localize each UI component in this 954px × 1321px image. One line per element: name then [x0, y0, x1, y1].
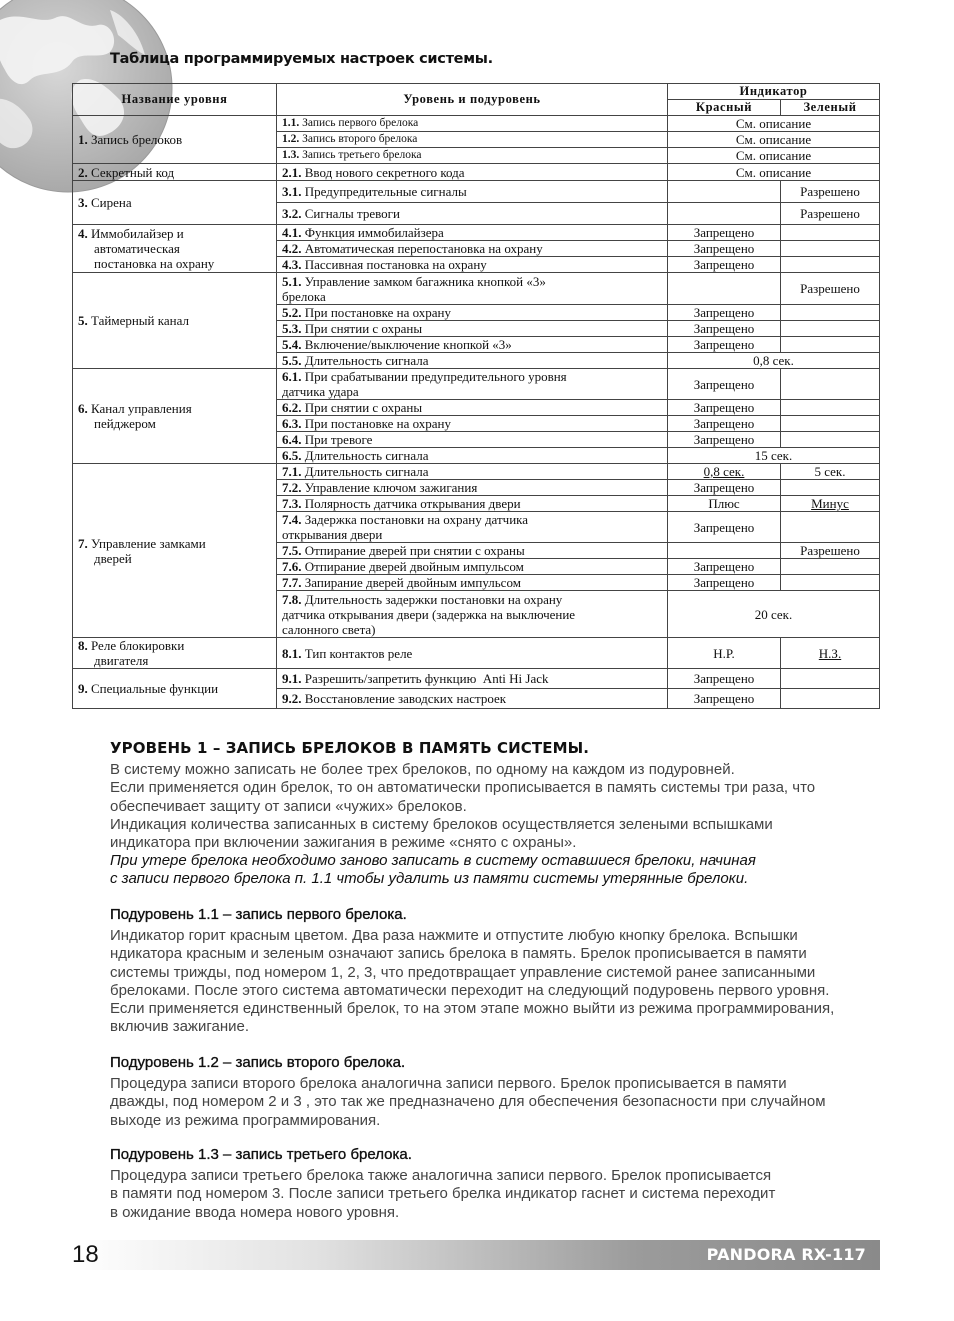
sublevel-7-1: 7.1. Длительность сигнала [277, 464, 668, 480]
header-red: Красный [668, 100, 781, 116]
indicator-8-1-green: Н.З. [781, 638, 880, 669]
sublevel-8-1: 8.1. Тип контактов реле [277, 638, 668, 669]
section-heading: УРОВЕНЬ 1 – ЗАПИСЬ БРЕЛОКОВ В ПАМЯТЬ СИСТЕМЫ. [110, 739, 590, 757]
indicator-4-1-green [781, 225, 880, 241]
level-4-name: 4. Иммобилайзер и автоматическая постановка на охрану [73, 225, 277, 273]
level-7-name: 7. Управление замками дверей [73, 464, 277, 638]
indicator-4-3-red: Запрещено [668, 257, 781, 273]
sublevel-6-4: 6.4. При тревоге [277, 432, 668, 448]
sublevel-4-2: 4.2. Автоматическая перепостановка на охрану [277, 241, 668, 257]
header-green: Зеленый [781, 100, 880, 116]
sublevel-5-2: 5.2. При постановке на охрану [277, 305, 668, 321]
intro-paragraph: В систему можно записать не более трех брелоков, по одному на каждом из подуровней. Если применяется один брелок, то он автоматически прописывается в память системы три раза, что обеспечивает защиту от записи «чужих» брелоков. Индикация количества записанных в систему брелоков осуществляется зелеными вспышками индикатора при включении зажигания в режиме «снято с охраны». [110, 761, 816, 852]
indicator-4-3-green [781, 257, 880, 273]
indicator-6-4-red: Запрещено [668, 432, 781, 448]
settings-table [72, 83, 880, 709]
indicator-9-2-red: Запрещено [668, 689, 781, 709]
indicator-4-2-green [781, 241, 880, 257]
level-3-name: 3. Сирена [73, 181, 277, 225]
indicator-7-2-red: Запрещено [668, 480, 781, 496]
sublevel-1-1-text: Индикатор горит красным цветом. Два раза нажмите и отпустите любую кнопку брелока. Вспышки ндикатора красным и зеленым означают запись брелока в память. Брелок прописывается в памяти системы трижды, под номером 1, 2, 3, что предотвращает управление системой ранее записанными брелоками. После этого система автоматически переходит на следующий подуровень первого уровня. Если применяется единственный брелок, то на этом этапе можно выйти из режима программирования, включив зажигание. [110, 927, 835, 1036]
sublevel-7-6: 7.6. Отпирание дверей двойным импульсом [277, 559, 668, 575]
indicator-1-1: См. описание [668, 116, 880, 132]
sublevel-3-2: 3.2. Сигналы тревоги [277, 203, 668, 225]
indicator-7-6-red: Запрещено [668, 559, 781, 575]
sublevel-5-1: 5.1. Управление замком багажника кнопкой «3» брелока [277, 273, 668, 305]
indicator-7-5-green: Разрешено [781, 543, 880, 559]
indicator-6-5: 15 сек. [668, 448, 880, 464]
sublevel-9-2: 9.2. Восстановление заводских настроек [277, 689, 668, 709]
indicator-9-2-green [781, 689, 880, 709]
indicator-1-3: См. описание [668, 148, 880, 164]
sublevel-6-3: 6.3. При постановке на охрану [277, 416, 668, 432]
brand-name: PANDORA RX-117 [706, 1245, 866, 1264]
indicator-5-4-red: Запрещено [668, 337, 781, 353]
sublevel-1-2-text: Процедура записи второго брелока аналогична записи первого. Брелок прописывается в памяти дважды, под номером 2 и 3 , это так же предназначено для обеспечения безопасности при случайном выходе из режима программирования. [110, 1075, 826, 1129]
sublevel-6-5: 6.5. Длительность сигнала [277, 448, 668, 464]
sublevel-2-1: 2.1. Ввод нового секретного кода [277, 164, 668, 181]
indicator-6-3-red: Запрещено [668, 416, 781, 432]
page-number: 18 [72, 1241, 99, 1268]
indicator-6-4-green [781, 432, 880, 448]
indicator-7-3-green: Минус [781, 496, 880, 512]
indicator-5-4-green [781, 337, 880, 353]
indicator-9-1-green [781, 669, 880, 689]
indicator-5-2-red: Запрещено [668, 305, 781, 321]
indicator-6-3-green [781, 416, 880, 432]
indicator-5-5: 0,8 сек. [668, 353, 880, 369]
level-8-name: 8. Реле блокировки двигателя [73, 638, 277, 669]
sublevel-7-4: 7.4. Задержка постановки на охрану датчика открывания двери [277, 512, 668, 543]
sublevel-3-1: 3.1. Предупредительные сигналы [277, 181, 668, 203]
indicator-5-1-red [668, 273, 781, 305]
sublevel-1-3-text: Процедура записи третьего брелока также аналогична записи первого. Брелок прописывается в памяти под номером 3. После записи третьего брелка индикатор гаснет и система переходит в ожидание ввода номера нового уровня. [110, 1167, 776, 1221]
sublevel-7-8: 7.8. Длительность задержки постановки на охрану датчика открывания двери (задержка на выключение салонного света) [277, 591, 668, 638]
sublevel-7-5: 7.5. Отпирание дверей при снятии с охраны [277, 543, 668, 559]
level-2-name: 2. Секретный код [73, 164, 277, 181]
indicator-7-7-red: Запрещено [668, 575, 781, 591]
indicator-3-2-red [668, 203, 781, 225]
indicator-7-7-green [781, 575, 880, 591]
header-sublevel: Уровень и подуровень [277, 84, 668, 116]
indicator-5-2-green [781, 305, 880, 321]
indicator-6-1-red: Запрещено [668, 369, 781, 400]
sublevel-9-1: 9.1. Разрешить/запретить функцию Anti Hi Jack [277, 669, 668, 689]
sublevel-1-2-title: Подуровень 1.2 – запись второго брелока. [110, 1054, 406, 1071]
indicator-7-1-green: 5 сек. [781, 464, 880, 480]
sublevel-6-1: 6.1. При срабатывании предупредительного уровня датчика удара [277, 369, 668, 400]
indicator-5-1-green: Разрешено [781, 273, 880, 305]
indicator-6-2-green [781, 400, 880, 416]
sublevel-6-2: 6.2. При снятии с охраны [277, 400, 668, 416]
sublevel-7-2: 7.2. Управление ключом зажигания [277, 480, 668, 496]
sublevel-4-3: 4.3. Пассивная постановка на охрану [277, 257, 668, 273]
sublevel-4-1: 4.1. Функция иммобилайзера [277, 225, 668, 241]
sublevel-1-1-title: Подуровень 1.1 – запись первого брелока. [110, 906, 407, 923]
sublevel-5-5: 5.5. Длительность сигнала [277, 353, 668, 369]
indicator-6-1-green [781, 369, 880, 400]
indicator-7-1-red: 0,8 сек. [668, 464, 781, 480]
indicator-3-1-green: Разрешено [781, 181, 880, 203]
indicator-4-2-red: Запрещено [668, 241, 781, 257]
indicator-1-2: См. описание [668, 132, 880, 148]
indicator-5-3-green [781, 321, 880, 337]
level-1-name: 1. Запись брелоков [73, 116, 277, 164]
indicator-8-1-red: Н.Р. [668, 638, 781, 669]
sublevel-7-3: 7.3. Полярность датчика открывания двери [277, 496, 668, 512]
indicator-7-8: 20 сек. [668, 591, 880, 638]
indicator-7-3-red: Плюс [668, 496, 781, 512]
table-title: Таблица программируемых настроек системы. [110, 51, 493, 67]
header-indicator: Индикатор [668, 84, 880, 100]
indicator-5-3-red: Запрещено [668, 321, 781, 337]
indicator-7-2-green [781, 480, 880, 496]
indicator-7-5-red [668, 543, 781, 559]
sublevel-7-7: 7.7. Запирание дверей двойным импульсом [277, 575, 668, 591]
sublevel-1-3: 1.3. Запись третьего брелока [277, 148, 668, 164]
sublevel-5-3: 5.3. При снятии с охраны [277, 321, 668, 337]
indicator-2-1: См. описание [668, 164, 880, 181]
indicator-3-1-red [668, 181, 781, 203]
indicator-7-4-green [781, 512, 880, 543]
indicator-3-2-green: Разрешено [781, 203, 880, 225]
indicator-7-6-green [781, 559, 880, 575]
indicator-7-4-red: Запрещено [668, 512, 781, 543]
level-9-name: 9. Специальные функции [73, 669, 277, 709]
header-level-name: Название уровня [73, 84, 277, 116]
sublevel-1-2: 1.2. Запись второго брелока [277, 132, 668, 148]
indicator-6-2-red: Запрещено [668, 400, 781, 416]
level-6-name: 6. Канал управления пейджером [73, 369, 277, 464]
level-5-name: 5. Таймерный канал [73, 273, 277, 369]
indicator-4-1-red: Запрещено [668, 225, 781, 241]
warning-paragraph: При утере брелока необходимо заново записать в систему оставшиеся брелоки, начиная с записи первого брелока п. 1.1 чтобы удалить из памяти системы утерянные брелоки. [110, 852, 756, 888]
sublevel-1-1: 1.1. Запись первого брелока [277, 116, 668, 132]
sublevel-5-4: 5.4. Включение/выключение кнопкой «3» [277, 337, 668, 353]
indicator-9-1-red: Запрещено [668, 669, 781, 689]
sublevel-1-3-title: Подуровень 1.3 – запись третьего брелока. [110, 1146, 412, 1163]
